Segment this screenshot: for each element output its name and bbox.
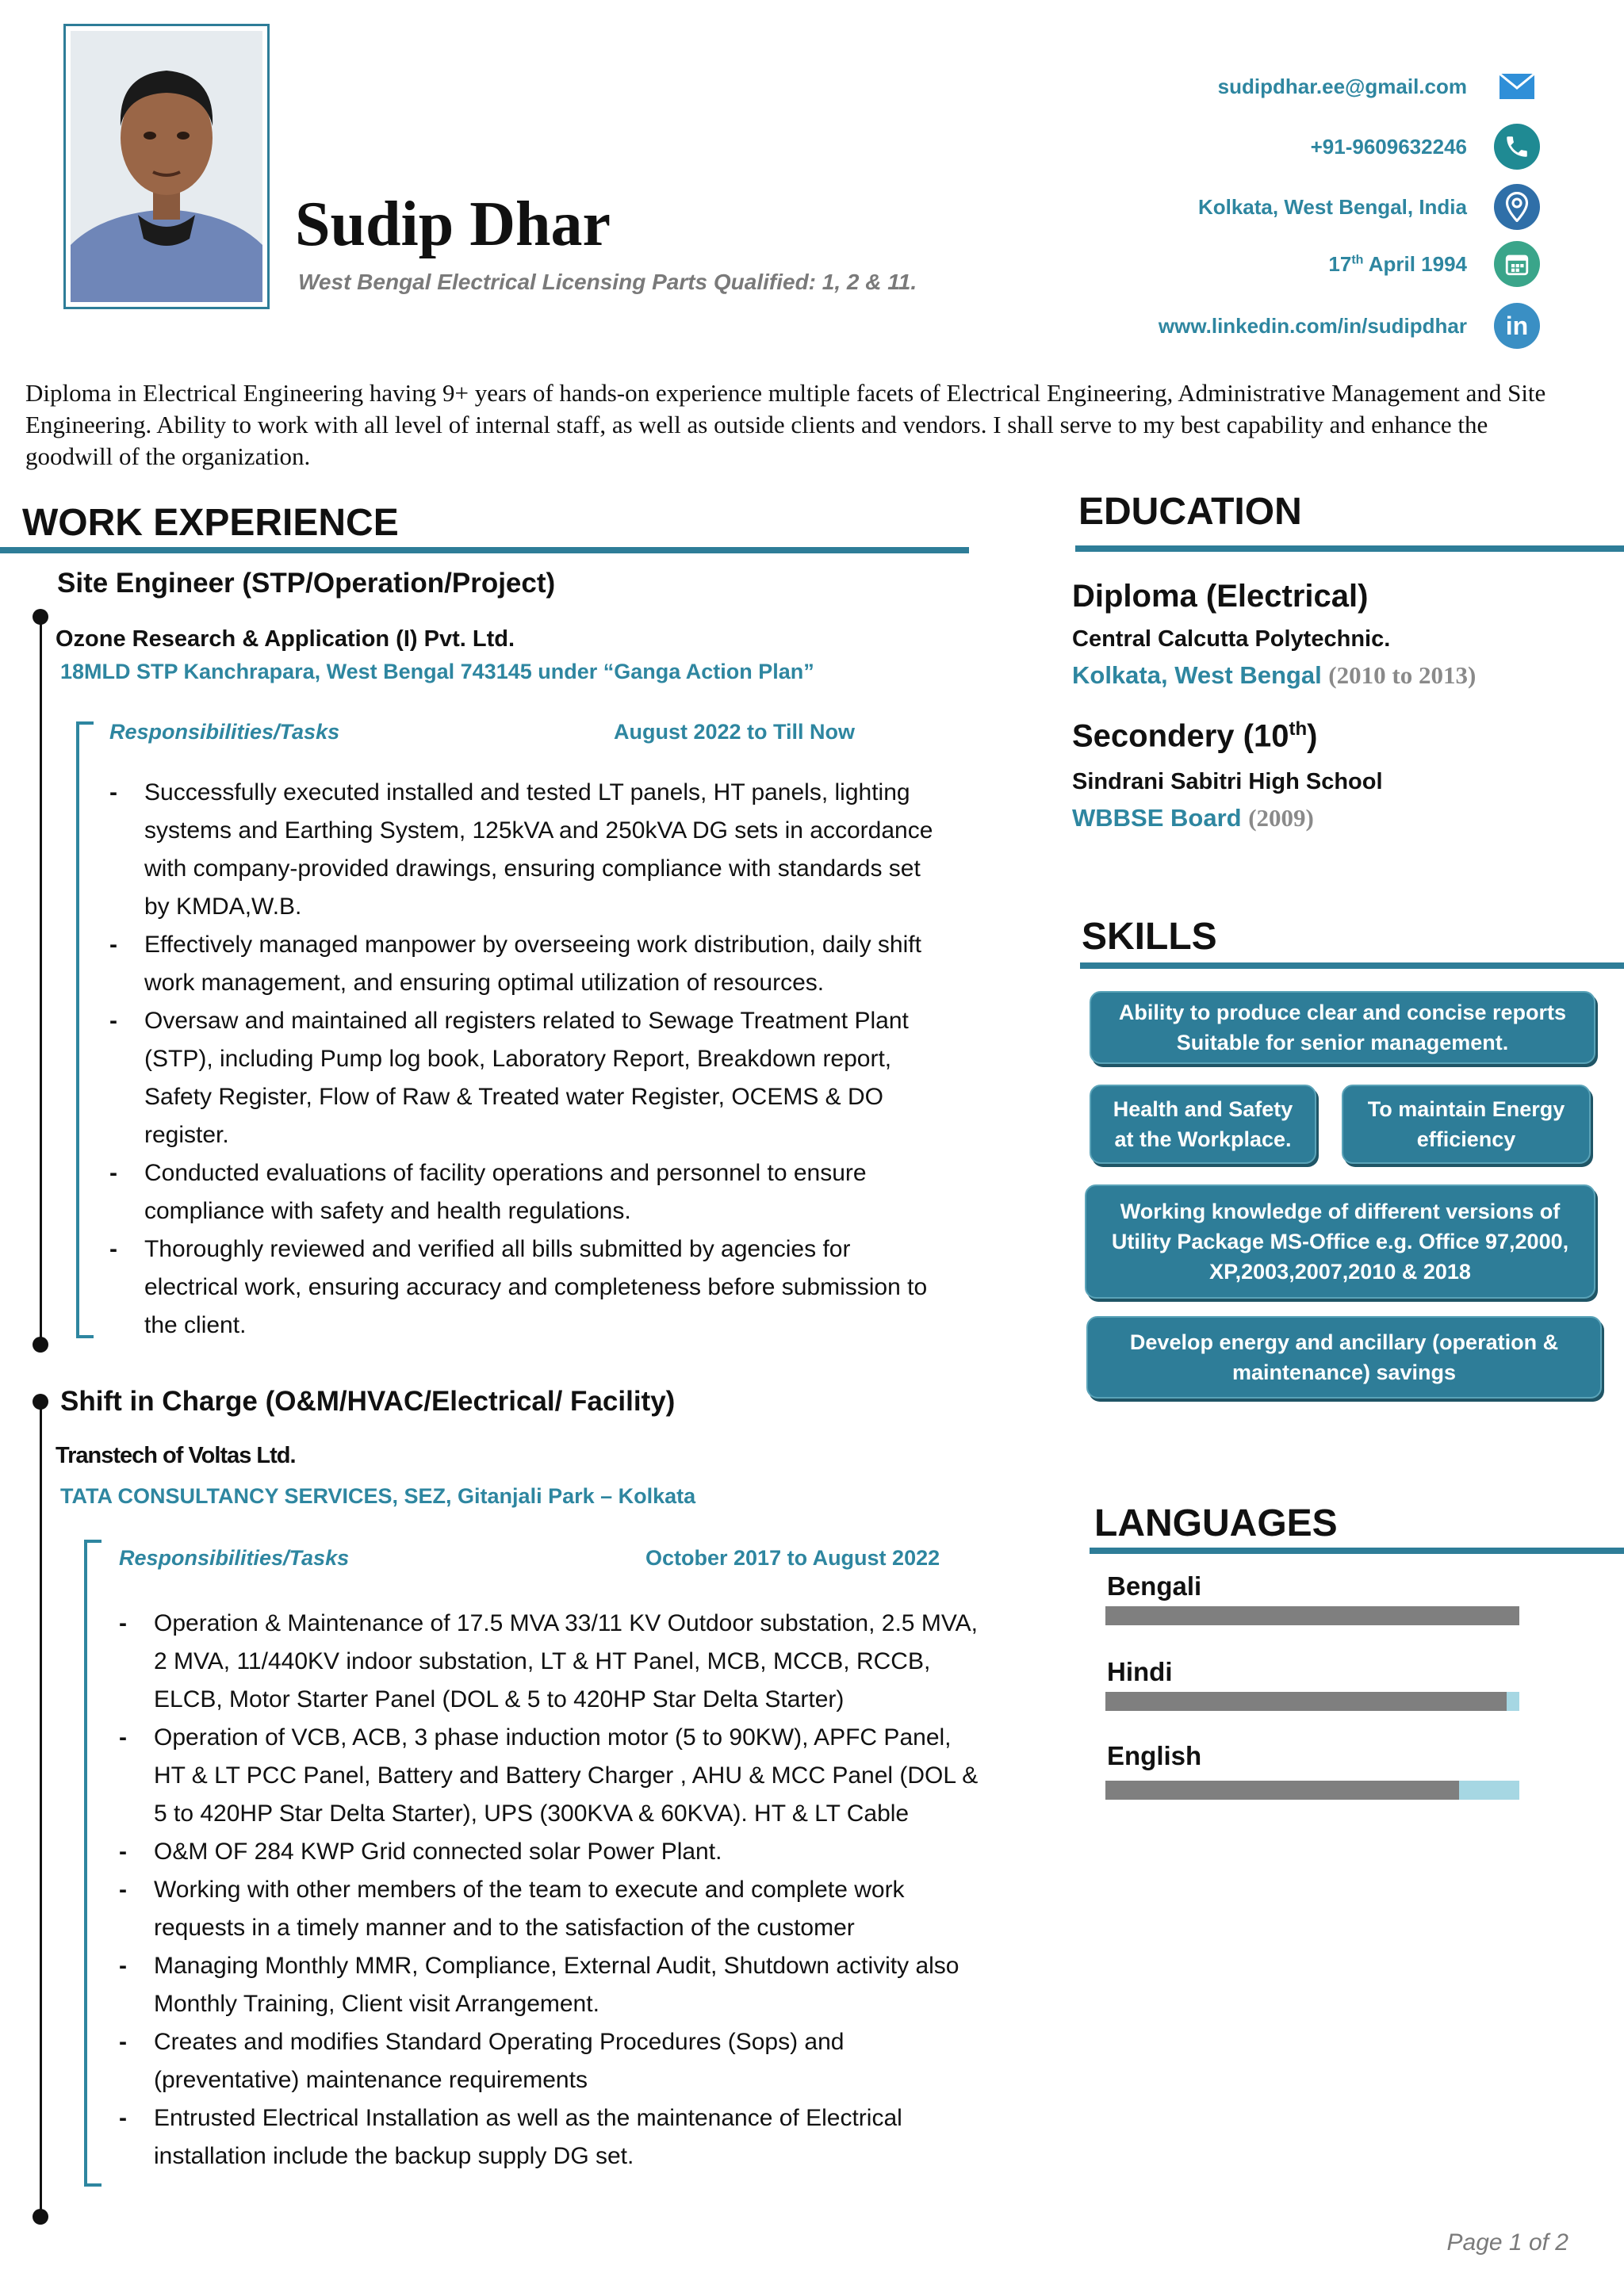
task-item: - Creates and modifies Standard Operating Procedures (Sops) and (preventative) maintenance requirements bbox=[119, 2023, 983, 2099]
skill-badge: Develop energy and ancillary (operation & maintenance) savings bbox=[1086, 1316, 1602, 1399]
timeline-dot bbox=[33, 1337, 48, 1353]
timeline-dot bbox=[33, 609, 48, 625]
skills-rule bbox=[1080, 962, 1624, 969]
professional-summary: Diploma in Electrical Engineering having 9+ years of hands-on experience multiple facets of Electrical Engineering, Administrative Management and Site Engineering. Ability to work with all level of internal staff, as well as outside clients and vendors. I shall serve to my best capability and enhance the goodwill of the organization. bbox=[25, 379, 1546, 470]
education-year: (2010 to 2013) bbox=[1328, 661, 1477, 689]
birthdate-text: 17th April 1994 bbox=[1328, 251, 1467, 276]
phone-icon bbox=[1494, 124, 1540, 170]
task-item: - Operation of VCB, ACB, 3 phase induction motor (5 to 90KW), APFC Panel, HT & LT PCC Panel, Battery and Battery Charger , AHU & MCC Panel (DOL & 5 to 420HP Star Delta Starter), UPS (300KVA & 60KVA). HT & LT Cable bbox=[119, 1719, 983, 1833]
linkedin-icon[interactable]: in bbox=[1494, 303, 1540, 349]
timeline-line bbox=[40, 1402, 42, 2215]
task-item: - Managing Monthly MMR, Compliance, External Audit, Shutdown activity also Monthly Training, Client visit Arrangement. bbox=[119, 1947, 983, 2023]
language-name: English bbox=[1107, 1741, 1202, 1770]
profile-photo-illustration bbox=[71, 31, 262, 302]
task-item: - Oversaw and maintained all registers related to Sewage Treatment Plant (STP), including Pump log book, Laboratory Report, Breakdown report, Safety Register, Flow of Raw & Treated water Register, OCEMS & DO register. bbox=[109, 1002, 950, 1154]
work-experience-rule bbox=[0, 547, 969, 553]
responsibilities-bracket bbox=[76, 721, 94, 1338]
education-year: (2009) bbox=[1248, 804, 1314, 832]
page-number: Page 1 of 2 bbox=[1446, 2229, 1568, 2256]
contact-linkedin[interactable] bbox=[1159, 306, 1540, 346]
contact-phone[interactable] bbox=[1311, 127, 1540, 166]
task-item: - Working with other members of the team to execute and complete work requests in a timely manner and to the satisfaction of the customer bbox=[119, 1871, 983, 1947]
education-degree: Diploma (Electrical) bbox=[1072, 579, 1369, 614]
skills-heading: SKILLS bbox=[1082, 916, 1217, 958]
responsibilities-bracket bbox=[84, 1540, 102, 2187]
location-text: Kolkata, West Bengal, India bbox=[1197, 194, 1467, 219]
phone-text[interactable]: +91-9609632246 bbox=[1310, 134, 1467, 159]
job-title: Site Engineer (STP/Operation/Project) bbox=[57, 568, 556, 599]
education-school: Central Calcutta Polytechnic. bbox=[1072, 626, 1391, 652]
language-bar bbox=[1105, 1692, 1519, 1711]
job-location: TATA CONSULTANCY SERVICES, SEZ, Gitanjali Park – Kolkata bbox=[60, 1484, 696, 1508]
job-date-range: October 2017 to August 2022 bbox=[645, 1546, 940, 1570]
skill-badge: To maintain Energy efficiency bbox=[1342, 1085, 1591, 1164]
task-item: - Thoroughly reviewed and verified all bills submitted by agencies for electrical work, ensuring accuracy and completeness before submission to the client. bbox=[109, 1230, 950, 1345]
education-degree: Secondery (10th) bbox=[1072, 718, 1318, 754]
education-rule bbox=[1075, 545, 1624, 552]
profile-photo bbox=[71, 31, 262, 302]
language-name: Hindi bbox=[1107, 1657, 1173, 1686]
contact-email[interactable] bbox=[1218, 67, 1540, 106]
linkedin-text[interactable]: www.linkedin.com/in/sudipdhar bbox=[1158, 313, 1467, 338]
responsibilities-label: Responsibilities/Tasks bbox=[109, 720, 340, 744]
email-text[interactable]: sudipdhar.ee@gmail.com bbox=[1217, 74, 1467, 98]
license-qualification: West Bengal Electrical Licensing Parts Qualified: 1, 2 & 11. bbox=[298, 270, 917, 294]
task-item: - Successfully executed installed and tested LT panels, HT panels, lighting systems and Earthing System, 125kVA and 250kVA DG sets in accordance with company-provided drawings, ensuring compliance with standards set by KMDA,W.B. bbox=[109, 774, 950, 926]
language-level-fill bbox=[1105, 1606, 1519, 1625]
skill-badge: Health and Safety at the Workplace. bbox=[1090, 1085, 1316, 1164]
email-icon bbox=[1494, 63, 1540, 109]
language-level-fill bbox=[1105, 1692, 1507, 1711]
job-location: 18MLD STP Kanchrapara, West Bengal 743145 under “Ganga Action Plan” bbox=[60, 660, 814, 683]
task-list bbox=[119, 1605, 983, 2175]
profile-photo-frame bbox=[63, 24, 270, 309]
skill-badge: Working knowledge of different versions of Utility Package MS-Office e.g. Office 97,2000, XP,2003,2007,2010 & 2018 bbox=[1085, 1184, 1595, 1299]
candidate-name: Sudip Dhar bbox=[295, 189, 611, 259]
education-place: WBBSE Board (2009) bbox=[1072, 804, 1314, 832]
language-name: Bengali bbox=[1107, 1571, 1202, 1601]
responsibilities-label: Responsibilities/Tasks bbox=[119, 1546, 350, 1570]
calendar-icon bbox=[1494, 241, 1540, 287]
task-item: - Conducted evaluations of facility operations and personnel to ensure compliance with safety and health regulations. bbox=[109, 1154, 950, 1230]
education-school: Sindrani Sabitri High School bbox=[1072, 769, 1383, 794]
language-bar bbox=[1105, 1781, 1519, 1800]
task-item: - O&M OF 284 KWP Grid connected solar Power Plant. bbox=[119, 1833, 983, 1871]
timeline-dot bbox=[33, 1394, 48, 1410]
languages-heading: LANGUAGES bbox=[1094, 1502, 1338, 1544]
timeline-line bbox=[40, 615, 42, 1345]
contact-location bbox=[1198, 187, 1540, 227]
skill-badge: Ability to produce clear and concise reports Suitable for senior management. bbox=[1090, 991, 1595, 1064]
languages-rule bbox=[1090, 1548, 1624, 1554]
company-name: Ozone Research & Application (I) Pvt. Ltd. bbox=[56, 626, 515, 652]
location-icon bbox=[1494, 184, 1540, 230]
work-experience-heading: WORK EXPERIENCE bbox=[22, 502, 399, 544]
task-item: - Entrusted Electrical Installation as well as the maintenance of Electrical installation include the backup supply DG set. bbox=[119, 2099, 983, 2175]
task-list bbox=[109, 774, 950, 1345]
education-place: Kolkata, West Bengal (2010 to 2013) bbox=[1072, 661, 1477, 689]
timeline-dot bbox=[33, 2209, 48, 2225]
task-item: - Operation & Maintenance of 17.5 MVA 33/11 KV Outdoor substation, 2.5 MVA, 2 MVA, 11/440KV indoor substation, LT & HT Panel, MCB, MCCB, RCCB, ELCB, Motor Starter Panel (DOL & 5 to 420HP Star Delta Starter) bbox=[119, 1605, 983, 1719]
education-heading: EDUCATION bbox=[1078, 491, 1302, 533]
company-name: Transtech of Voltas Ltd. bbox=[56, 1443, 296, 1468]
contact-birthdate bbox=[1328, 244, 1540, 284]
language-bar bbox=[1105, 1606, 1519, 1625]
task-item: - Effectively managed manpower by overseeing work distribution, daily shift work management, and ensuring optimal utilization of resources. bbox=[109, 926, 950, 1002]
language-level-fill bbox=[1105, 1781, 1459, 1800]
job-date-range: August 2022 to Till Now bbox=[614, 720, 856, 744]
job-title: Shift in Charge (O&M/HVAC/Electrical/ Facility) bbox=[60, 1386, 676, 1417]
